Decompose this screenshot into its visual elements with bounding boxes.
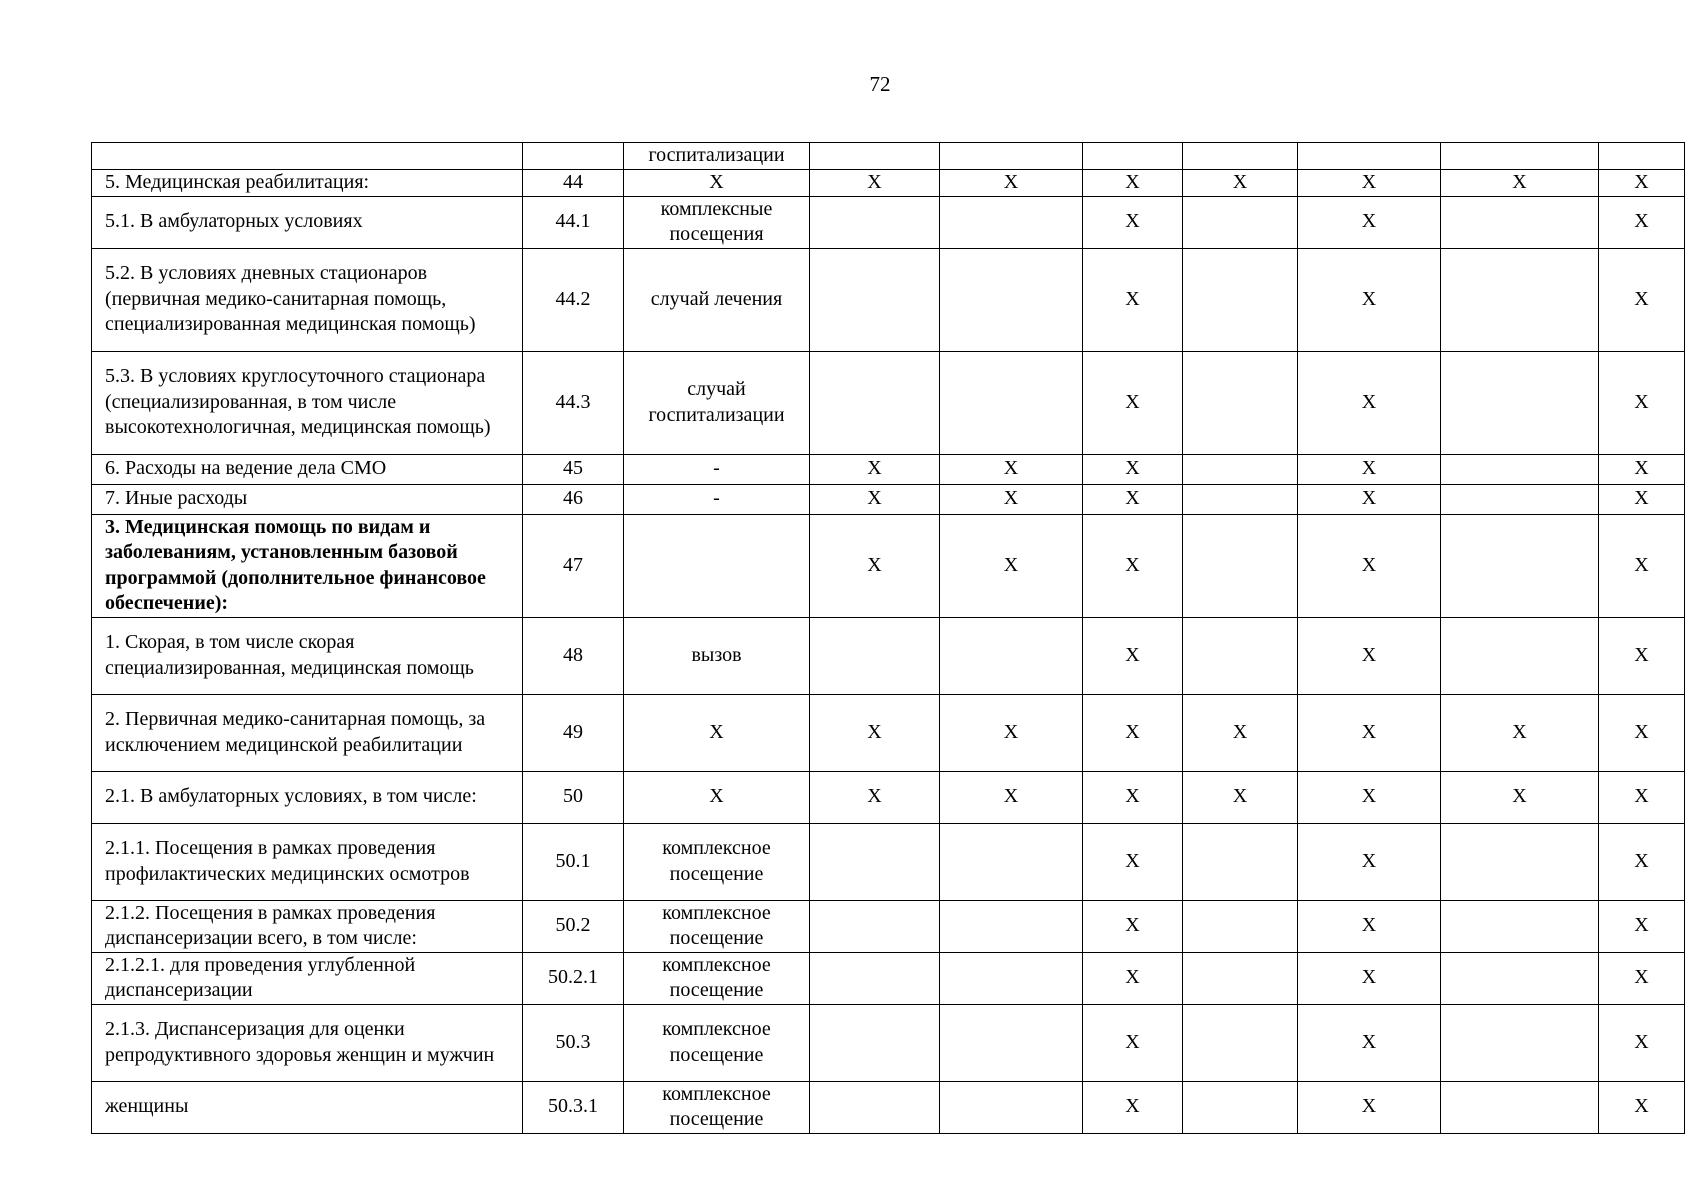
mark-cell: Х xyxy=(810,169,940,196)
mark-cell xyxy=(1441,1081,1599,1133)
mark-cell: Х xyxy=(1183,771,1298,823)
mark-cell: Х xyxy=(810,694,940,771)
mark-cell: Х xyxy=(1441,169,1599,196)
mark-cell: Х xyxy=(1599,900,1685,952)
mark-cell xyxy=(1183,454,1298,484)
mark-cell: Х xyxy=(940,694,1083,771)
table-row xyxy=(92,617,1685,694)
mark-cell: Х xyxy=(1599,351,1685,454)
row-name-cell: 5.1. В амбулаторных условиях xyxy=(92,196,523,248)
row-name-cell: 3. Медицинская помощь по видам и заболеваниям, установленным базовой программой (дополнительное финансовое обеспечение): xyxy=(92,514,523,617)
mark-cell: Х xyxy=(940,484,1083,514)
mark-cell: Х xyxy=(1599,694,1685,771)
mark-cell xyxy=(810,143,940,170)
unit-cell: - xyxy=(624,484,810,514)
row-number-cell: 48 xyxy=(523,617,624,694)
mark-cell: Х xyxy=(1083,484,1183,514)
row-number-cell: 44.1 xyxy=(523,196,624,248)
mark-cell xyxy=(1441,952,1599,1004)
mark-cell xyxy=(1441,484,1599,514)
unit-cell: Х xyxy=(624,694,810,771)
mark-cell xyxy=(810,248,940,351)
table-row xyxy=(92,900,1685,952)
row-number-cell: 50.1 xyxy=(523,823,624,900)
mark-cell xyxy=(810,1004,940,1081)
mark-cell: Х xyxy=(1298,694,1441,771)
mark-cell xyxy=(1441,900,1599,952)
mark-cell xyxy=(1183,823,1298,900)
mark-cell: Х xyxy=(1083,823,1183,900)
mark-cell: Х xyxy=(1298,169,1441,196)
mark-cell: Х xyxy=(1599,196,1685,248)
mark-cell: Х xyxy=(810,514,940,617)
mark-cell: Х xyxy=(1298,351,1441,454)
mark-cell: Х xyxy=(1441,694,1599,771)
unit-cell: вызов xyxy=(624,617,810,694)
mark-cell: Х xyxy=(1083,454,1183,484)
table-row xyxy=(92,771,1685,823)
mark-cell xyxy=(1441,1004,1599,1081)
row-name-cell: 7. Иные расходы xyxy=(92,484,523,514)
mark-cell: Х xyxy=(940,169,1083,196)
row-name-cell xyxy=(92,143,523,170)
unit-cell: комплексное посещение xyxy=(624,1081,810,1133)
mark-cell: Х xyxy=(940,454,1083,484)
unit-cell: случай лечения xyxy=(624,248,810,351)
row-number-cell: 44.2 xyxy=(523,248,624,351)
mark-cell xyxy=(1441,514,1599,617)
row-name-cell: 2.1.2. Посещения в рамках проведения диспансеризации всего, в том числе: xyxy=(92,900,523,952)
mark-cell: Х xyxy=(1298,823,1441,900)
mark-cell: Х xyxy=(810,484,940,514)
mark-cell xyxy=(1441,248,1599,351)
mark-cell: Х xyxy=(1083,1081,1183,1133)
row-name-cell: 5.2. В условиях дневных стационаров (первичная медико-санитарная помощь, специализированная медицинская помощь) xyxy=(92,248,523,351)
unit-cell: комплексное посещение xyxy=(624,900,810,952)
mark-cell: Х xyxy=(1599,1004,1685,1081)
mark-cell: Х xyxy=(1298,454,1441,484)
table-row xyxy=(92,454,1685,484)
row-number-cell: 50 xyxy=(523,771,624,823)
mark-cell xyxy=(1183,248,1298,351)
mark-cell: Х xyxy=(1083,1004,1183,1081)
mark-cell xyxy=(940,952,1083,1004)
row-number-cell xyxy=(523,143,624,170)
row-name-cell: 2.1.2.1. для проведения углубленной диспансеризации xyxy=(92,952,523,1004)
row-name-cell: 2.1.3. Диспансеризация для оценки репродуктивного здоровья женщин и мужчин xyxy=(92,1004,523,1081)
mark-cell: Х xyxy=(1083,900,1183,952)
mark-cell: Х xyxy=(810,454,940,484)
mark-cell: Х xyxy=(1083,694,1183,771)
mark-cell: Х xyxy=(1298,196,1441,248)
row-name-cell: 6. Расходы на ведение дела СМО xyxy=(92,454,523,484)
mark-cell xyxy=(1441,196,1599,248)
unit-cell: - xyxy=(624,454,810,484)
mark-cell xyxy=(1441,351,1599,454)
mark-cell xyxy=(1183,952,1298,1004)
row-name-cell: 1. Скорая, в том числе скорая специализированная, медицинская помощь xyxy=(92,617,523,694)
mark-cell: Х xyxy=(1441,771,1599,823)
unit-cell xyxy=(624,514,810,617)
mark-cell: Х xyxy=(1183,694,1298,771)
mark-cell: Х xyxy=(1599,454,1685,484)
row-number-cell: 50.3.1 xyxy=(523,1081,624,1133)
row-name-cell: 2.1. В амбулаторных условиях, в том числе: xyxy=(92,771,523,823)
unit-cell: госпитализации xyxy=(624,143,810,170)
unit-cell: комплексное посещение xyxy=(624,823,810,900)
row-number-cell: 45 xyxy=(523,454,624,484)
mark-cell xyxy=(1183,900,1298,952)
mark-cell: Х xyxy=(1083,617,1183,694)
mark-cell xyxy=(1441,823,1599,900)
mark-cell: Х xyxy=(1298,952,1441,1004)
mark-cell xyxy=(810,952,940,1004)
mark-cell xyxy=(810,351,940,454)
mark-cell xyxy=(810,823,940,900)
table-row xyxy=(92,196,1685,248)
mark-cell: Х xyxy=(940,514,1083,617)
mark-cell: Х xyxy=(1083,351,1183,454)
row-name-cell: женщины xyxy=(92,1081,523,1133)
mark-cell xyxy=(940,196,1083,248)
mark-cell xyxy=(1083,143,1183,170)
mark-cell: Х xyxy=(1298,771,1441,823)
mark-cell xyxy=(940,900,1083,952)
mark-cell: Х xyxy=(1083,169,1183,196)
unit-cell: случай госпитализации xyxy=(624,351,810,454)
mark-cell xyxy=(1441,454,1599,484)
row-number-cell: 46 xyxy=(523,484,624,514)
mark-cell: Х xyxy=(1298,1004,1441,1081)
unit-cell: комплексное посещение xyxy=(624,1004,810,1081)
unit-cell: комплексное посещение xyxy=(624,952,810,1004)
mark-cell: Х xyxy=(1298,514,1441,617)
table-row xyxy=(92,351,1685,454)
mark-cell xyxy=(940,617,1083,694)
mark-cell xyxy=(1183,617,1298,694)
mark-cell xyxy=(1298,143,1441,170)
mark-cell xyxy=(940,143,1083,170)
mark-cell xyxy=(1183,484,1298,514)
row-number-cell: 50.3 xyxy=(523,1004,624,1081)
mark-cell: Х xyxy=(1083,514,1183,617)
mark-cell xyxy=(940,351,1083,454)
mark-cell xyxy=(940,1081,1083,1133)
unit-cell: Х xyxy=(624,169,810,196)
mark-cell: Х xyxy=(1599,514,1685,617)
table-row xyxy=(92,694,1685,771)
table-row xyxy=(92,1004,1685,1081)
mark-cell: Х xyxy=(1599,169,1685,196)
mark-cell: Х xyxy=(1599,952,1685,1004)
mark-cell: Х xyxy=(1599,617,1685,694)
mark-cell xyxy=(810,617,940,694)
table-row xyxy=(92,823,1685,900)
unit-cell: Х xyxy=(624,771,810,823)
row-name-cell: 2.1.1. Посещения в рамках проведения профилактических медицинских осмотров xyxy=(92,823,523,900)
mark-cell: Х xyxy=(1298,617,1441,694)
mark-cell: Х xyxy=(1599,823,1685,900)
mark-cell xyxy=(1183,196,1298,248)
row-number-cell: 44.3 xyxy=(523,351,624,454)
data-table xyxy=(91,142,1685,1134)
row-number-cell: 44 xyxy=(523,169,624,196)
mark-cell xyxy=(810,196,940,248)
mark-cell xyxy=(1441,617,1599,694)
mark-cell: Х xyxy=(1298,1081,1441,1133)
unit-cell: комплексные посещения xyxy=(624,196,810,248)
mark-cell: Х xyxy=(1599,771,1685,823)
mark-cell xyxy=(1183,1081,1298,1133)
mark-cell: Х xyxy=(1599,1081,1685,1133)
mark-cell xyxy=(1441,143,1599,170)
table-row xyxy=(92,169,1685,196)
mark-cell: Х xyxy=(1298,484,1441,514)
row-number-cell: 50.2 xyxy=(523,900,624,952)
mark-cell xyxy=(940,823,1083,900)
mark-cell xyxy=(810,1081,940,1133)
mark-cell xyxy=(1183,514,1298,617)
mark-cell xyxy=(940,1004,1083,1081)
row-name-cell: 5.3. В условиях круглосуточного стационара (специализированная, в том числе высокотехнологичная, медицинская помощь) xyxy=(92,351,523,454)
mark-cell: Х xyxy=(1083,952,1183,1004)
table-row xyxy=(92,1081,1685,1133)
page-number: 72 xyxy=(869,72,891,96)
mark-cell: Х xyxy=(1298,248,1441,351)
table-row xyxy=(92,248,1685,351)
mark-cell xyxy=(1183,143,1298,170)
mark-cell: Х xyxy=(1183,169,1298,196)
row-number-cell: 47 xyxy=(523,514,624,617)
mark-cell: Х xyxy=(1083,196,1183,248)
mark-cell: Х xyxy=(1599,248,1685,351)
mark-cell xyxy=(1599,143,1685,170)
table-row xyxy=(92,484,1685,514)
mark-cell: Х xyxy=(1599,484,1685,514)
table-row xyxy=(92,514,1685,617)
mark-cell: Х xyxy=(810,771,940,823)
mark-cell xyxy=(1183,1004,1298,1081)
row-name-cell: 5. Медицинская реабилитация: xyxy=(92,169,523,196)
mark-cell xyxy=(1183,351,1298,454)
mark-cell: Х xyxy=(1298,900,1441,952)
mark-cell: Х xyxy=(1083,771,1183,823)
row-number-cell: 50.2.1 xyxy=(523,952,624,1004)
mark-cell xyxy=(810,900,940,952)
table-row xyxy=(92,143,1685,170)
mark-cell xyxy=(940,248,1083,351)
table-row xyxy=(92,952,1685,1004)
mark-cell: Х xyxy=(940,771,1083,823)
row-name-cell: 2. Первичная медико-санитарная помощь, за исключением медицинской реабилитации xyxy=(92,694,523,771)
mark-cell: Х xyxy=(1083,248,1183,351)
row-number-cell: 49 xyxy=(523,694,624,771)
